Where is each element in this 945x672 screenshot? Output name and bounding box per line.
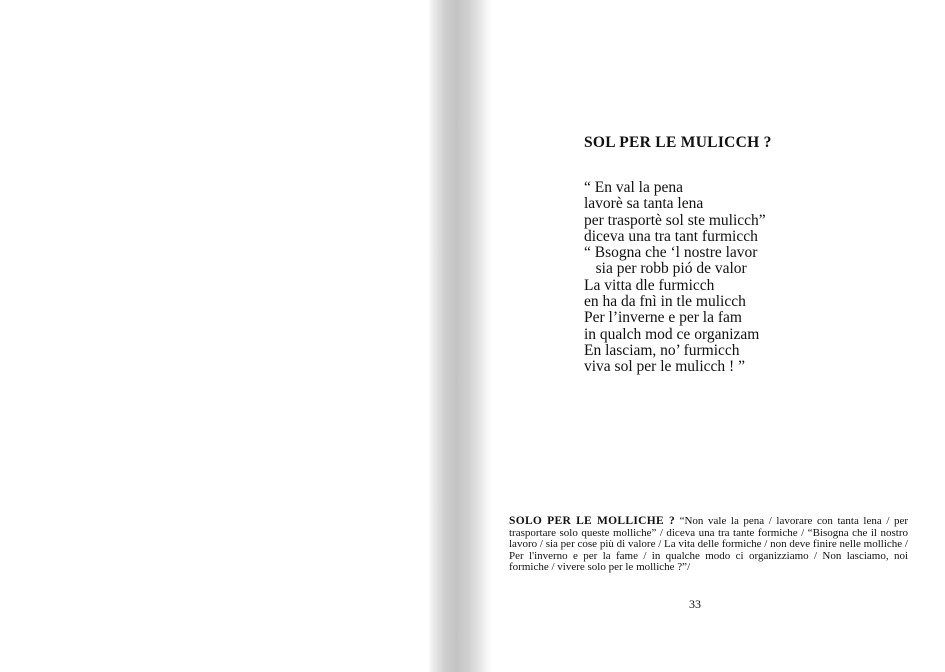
poem-line: “ En val la pena	[584, 179, 683, 196]
poem-title: SOL PER LE MULICCH ?	[584, 134, 772, 151]
poem-line: La vitta dle furmicch	[584, 276, 715, 294]
book-gutter-shadow	[428, 0, 492, 672]
poem-line: Per l’inverne e per la fam	[584, 309, 742, 327]
poem-line: lavorè sa tanta lena	[584, 195, 704, 213]
poem-line: “ Bsogna che ‘l nostre lavor	[584, 244, 758, 262]
poem-body	[584, 180, 766, 376]
poem-line: diceva una tra tant furmicch	[584, 227, 758, 245]
poem-line: per trasportè sol ste mulicch”	[584, 211, 766, 229]
poem-line: En lasciam, no’ furmicch	[584, 341, 740, 359]
poem-line: viva sol per le mulicch ! ”	[584, 358, 745, 376]
translation-text: “Non vale la pena / lavorare con tanta lena / per trasportare solo queste molliche” / diceva una tra tante formiche / “Bisogna che il nostro lavoro / sia per cose più di valore / La vita delle formiche / non deve finire nelle molliche / Per l'inverno e per la fame / in qualche modo ci organizziamo / Non lasciamo, noi formiche / vivere solo per le molliche ?”/	[509, 515, 909, 574]
left-blank-page	[0, 0, 432, 672]
poem-line: sia per robb pió de valor	[584, 260, 747, 278]
page-number: 33	[689, 597, 701, 611]
italian-translation	[509, 516, 908, 574]
poem-line: in qualch mod ce organizam	[584, 325, 760, 343]
right-page	[492, 0, 945, 672]
poem-line: en ha da fnì in tle mulicch	[584, 293, 746, 311]
translation-title: SOLO PER LE MOLLICHE ?	[509, 515, 675, 527]
